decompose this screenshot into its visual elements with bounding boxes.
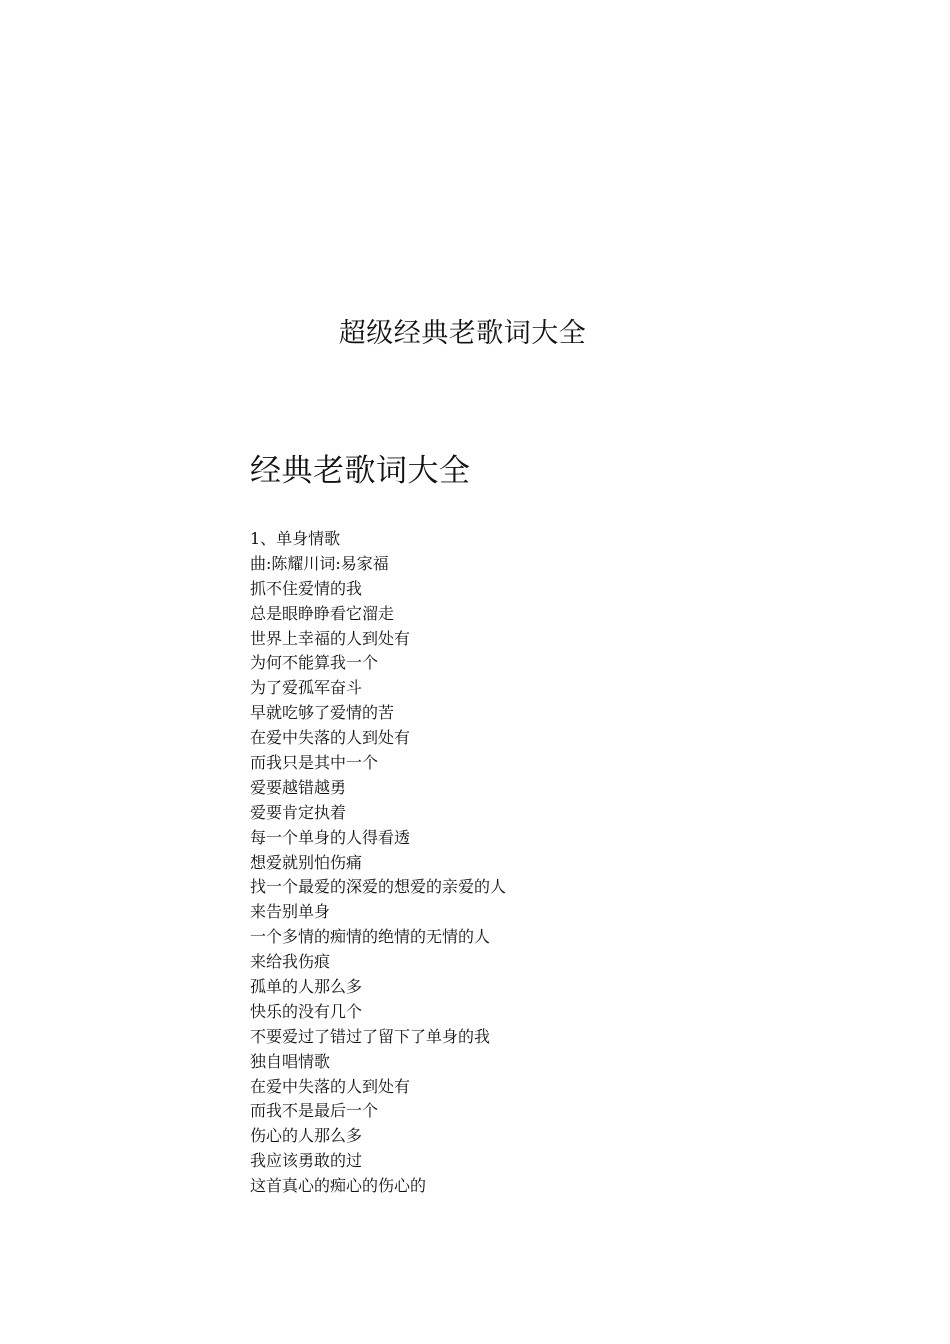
lyric-line: 一个多情的痴情的绝情的无情的人: [250, 927, 491, 947]
lyric-line: 世界上幸福的人到处有: [250, 628, 411, 648]
song-lyrics: [250, 527, 810, 1199]
lyric-line: 快乐的没有几个: [250, 1001, 363, 1021]
lyric-line: 想爱就别怕伤痛: [250, 852, 363, 872]
song-credits: 曲:陈耀川词:易家福: [250, 553, 389, 573]
document-title: 超级经典老歌词大全: [338, 318, 587, 349]
lyric-line: 而我不是最后一个: [250, 1101, 379, 1121]
lyric-line: 在爱中失落的人到处有: [250, 728, 411, 748]
lyric-line: 伤心的人那么多: [250, 1126, 363, 1146]
lyric-line: 而我只是其中一个: [250, 753, 379, 773]
lyric-line: 孤单的人那么多: [250, 977, 363, 997]
lyric-line: 来告别单身: [250, 902, 331, 922]
section-heading: 经典老歌词大全: [250, 453, 471, 489]
lyric-line: 抓不住爱情的我: [250, 578, 363, 598]
song-title: 1、单身情歌: [250, 529, 341, 548]
lyric-line: 我应该勇敢的过: [250, 1151, 363, 1171]
lyric-line: 早就吃够了爱情的苦: [250, 703, 395, 723]
lyric-line: 独自唱情歌: [250, 1051, 331, 1071]
lyric-line: 总是眼睁睁看它溜走: [250, 603, 395, 623]
lyric-line: 找一个最爱的深爱的想爱的亲爱的人: [250, 877, 507, 897]
lyric-line: 不要爱过了错过了留下了单身的我: [250, 1026, 491, 1046]
lyric-line: 每一个单身的人得看透: [250, 827, 411, 847]
lyric-line: 来给我伤痕: [250, 952, 331, 972]
lyric-line: 为了爱孤军奋斗: [250, 678, 363, 698]
lyric-line: 在爱中失落的人到处有: [250, 1076, 411, 1096]
lyric-line: 爱要肯定执着: [250, 802, 347, 822]
lyric-line: 这首真心的痴心的伤心的: [250, 1176, 427, 1196]
lyric-line: 爱要越错越勇: [250, 777, 347, 797]
lyric-line: 为何不能算我一个: [250, 653, 379, 673]
